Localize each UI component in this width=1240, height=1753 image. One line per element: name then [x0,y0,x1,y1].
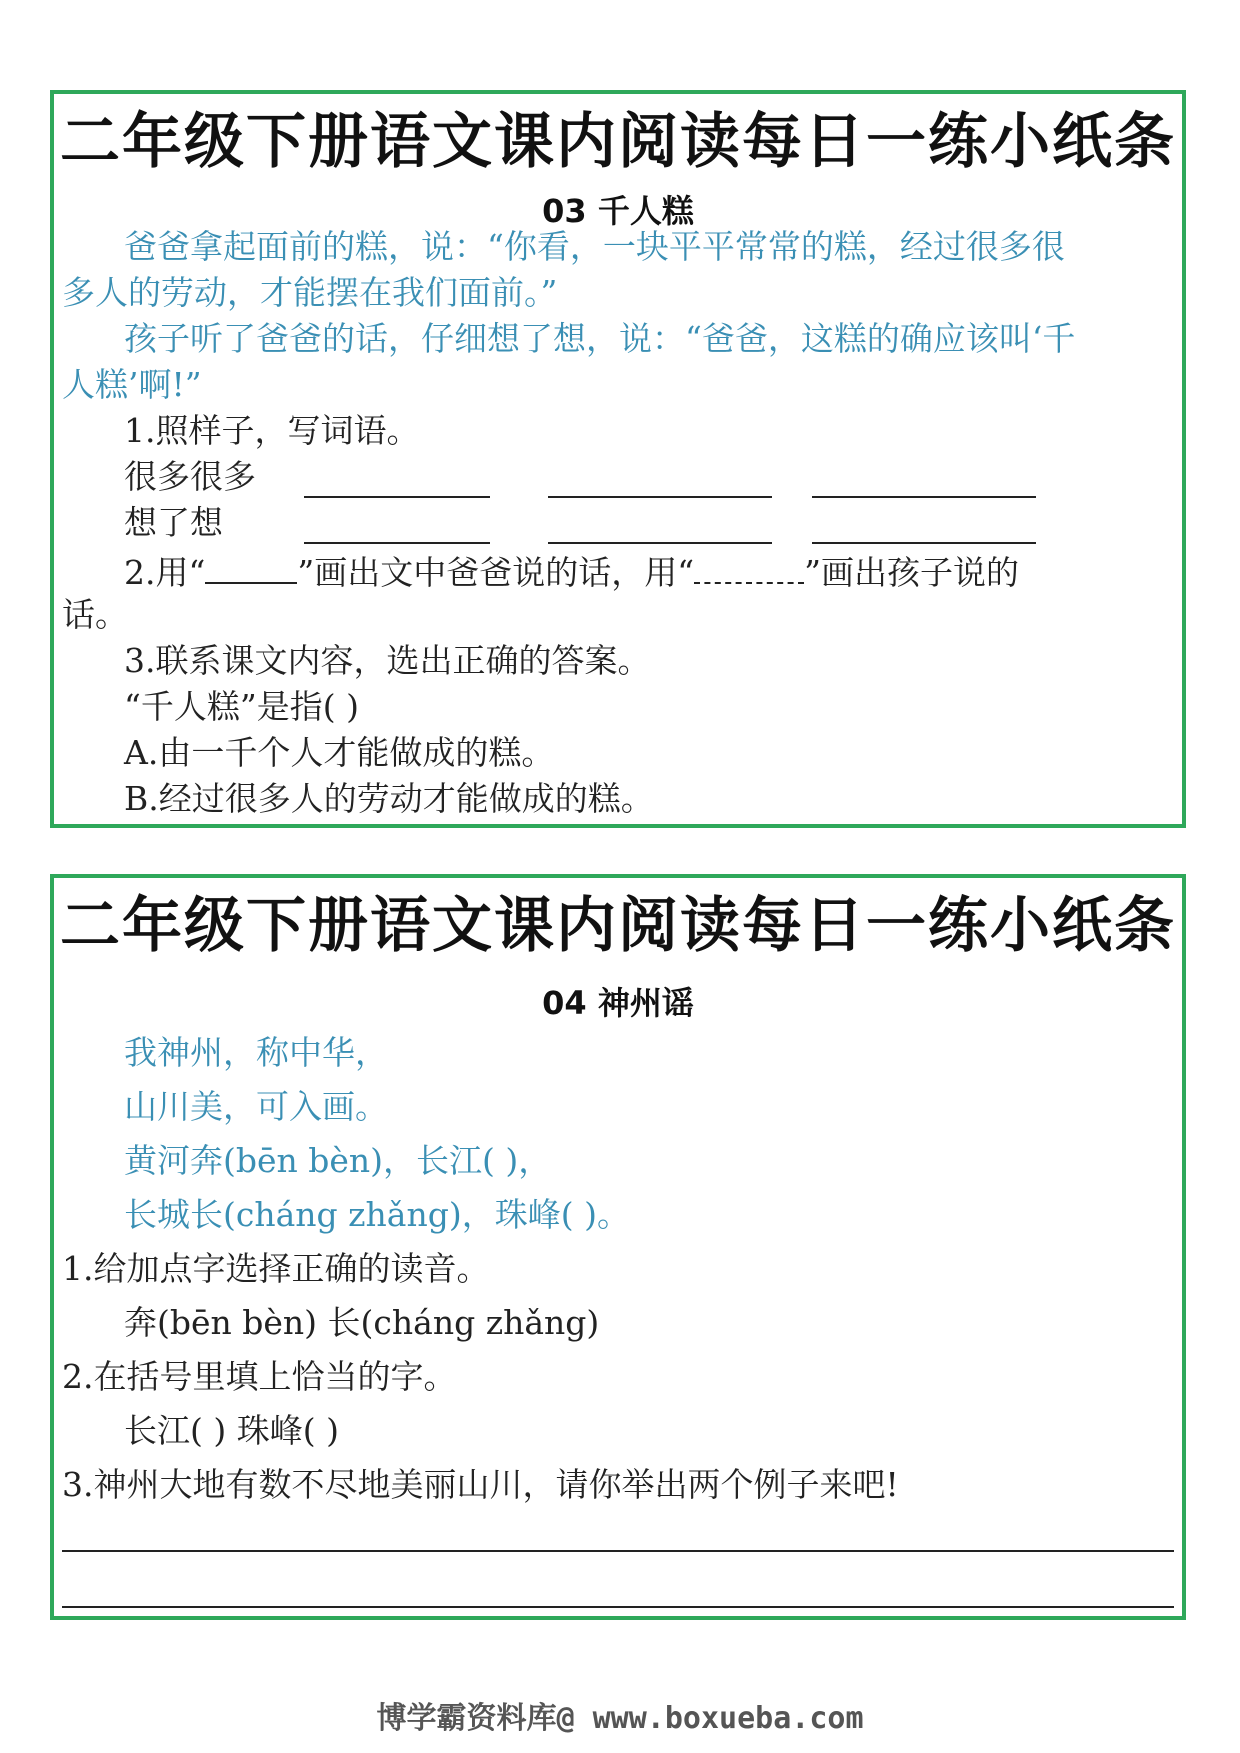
question-1-answer[interactable]: 奔(bēn bèn) 长(cháng zhǎng) [124,1303,600,1342]
passage-line-3: 孩子听了爸爸的话，仔细想了想，说：“爸爸，这糕的确应该叫‘千 [124,319,1076,358]
footer-watermark: 博学霸资料库@ www.boxueba.com [376,1701,864,1736]
dashed-underline-sample [694,552,804,584]
card-title: 二年级下册语文课内阅读每日一练小纸条 [60,107,1176,177]
lesson-title: 03 千人糕 [542,192,694,230]
question-2-text [124,552,1019,592]
poem-line-3: 黄河奔(bēn bèn)，长江( )， [124,1141,552,1180]
answer-blank[interactable] [304,496,490,498]
worksheet-card-04 [50,874,1186,1620]
question-1-prompt: 1.照样子，写词语。 [124,411,420,450]
worksheet-card-03 [50,90,1186,828]
question-3-prompt: 3.联系课文内容，选出正确的答案。 [124,641,651,680]
passage-line-1: 爸爸拿起面前的糕，说：“你看，一块平平常常的糕，经过很多很 [124,227,1065,266]
answer-blank[interactable] [812,542,1036,544]
question-3-stem: “千人糕”是指( ) [124,687,359,726]
answer-blank[interactable] [304,542,490,544]
lesson-title: 04 神州谣 [542,984,694,1022]
poem-line-2: 山川美，可入画。 [124,1087,388,1126]
question-2-prompt: 2.在括号里填上恰当的字。 [62,1357,457,1396]
card-title: 二年级下册语文课内阅读每日一练小纸条 [60,891,1176,961]
poem-line-1: 我神州，称中华， [124,1033,388,1072]
question-2-part-4: 话。 [62,595,128,634]
question-2-part-2: ”画出文中爸爸说的话，用“ [297,553,695,592]
answer-line-1[interactable] [62,1550,1174,1552]
question-1-prompt: 1.给加点字选择正确的读音。 [62,1249,490,1288]
option-b[interactable]: B.经过很多人的劳动才能做成的糕。 [124,779,654,818]
answer-blank[interactable] [812,496,1036,498]
answer-blank[interactable] [548,542,772,544]
option-a[interactable]: A.由一千个人才能做成的糕。 [124,733,555,772]
answer-blank[interactable] [548,496,772,498]
passage-line-4: 人糕’啊!” [62,365,202,404]
question-2-part-1: 2.用“ [124,553,206,592]
solid-underline-sample [205,552,297,584]
question-3-prompt: 3.神州大地有数不尽地美丽山川，请你举出两个例子来吧! [62,1465,899,1504]
question-1-example-2: 想了想 [124,503,223,542]
question-2-answer[interactable]: 长江( ) 珠峰( ) [124,1411,339,1450]
answer-line-2[interactable] [62,1606,1174,1608]
passage-line-2: 多人的劳动，才能摆在我们面前。” [62,273,558,312]
question-1-example-1: 很多很多 [124,457,256,496]
poem-line-4: 长城长(cháng zhǎng)，珠峰( )。 [124,1195,630,1234]
question-2-part-3: ”画出孩子说的 [804,553,1019,592]
